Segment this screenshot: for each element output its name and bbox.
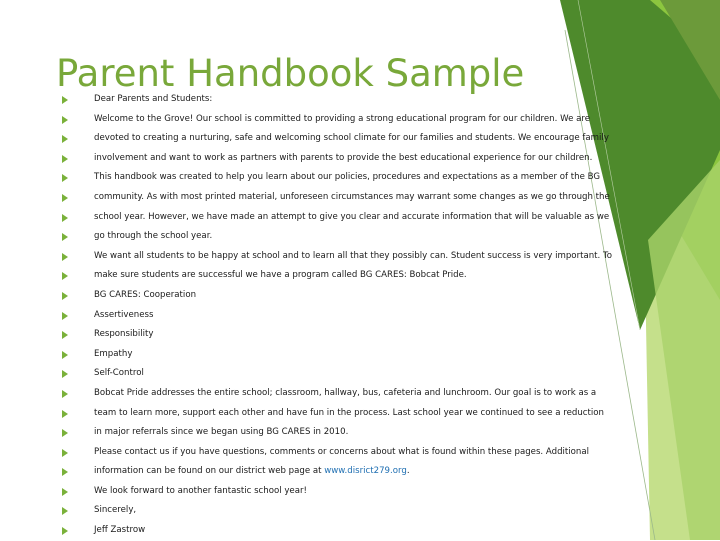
arrow-right-icon (62, 507, 68, 515)
bullet-text (94, 364, 144, 384)
arrow-right-icon (62, 116, 68, 124)
bullet-line (62, 404, 662, 424)
bullet-text (94, 384, 596, 404)
bullet-text (94, 404, 604, 424)
bullet-text (94, 247, 612, 267)
bullet-text-main: go through the school year. (94, 231, 213, 242)
bullet-text (94, 129, 609, 149)
bullet-line (62, 364, 662, 384)
bullet-text-main: team to learn more, support each other and have fun in the process. Last school year we continued to see a reduction (94, 407, 604, 418)
bullet-text (94, 149, 592, 169)
arrow-right-icon (62, 292, 68, 300)
bullet-line (62, 443, 662, 463)
bullet-text-main: BG CARES: Cooperation (94, 289, 197, 300)
bullet-text (94, 168, 600, 188)
bullet-line (62, 384, 662, 404)
slide-title: Parent Handbook Sample (56, 52, 525, 95)
bullet-line (62, 345, 662, 365)
bullet-line (62, 110, 662, 130)
bullet-line (62, 227, 662, 247)
bullet-text-main: This handbook was created to help you learn about our policies, procedures and expectations as a member of the BG (94, 172, 601, 183)
arrow-right-icon (62, 272, 68, 280)
arrow-right-icon (62, 429, 68, 437)
bullet-text (94, 501, 136, 521)
bullet-text-main: Self-Control (94, 368, 144, 379)
bullet-text (94, 423, 348, 443)
bullet-text-main: Responsibility (94, 329, 154, 340)
bullet-line (62, 208, 662, 228)
bullet-line (62, 482, 662, 502)
bullet-text (94, 345, 132, 365)
arrow-right-icon (62, 312, 68, 320)
bullet-text-main: Sincerely, (94, 505, 137, 516)
bullet-line (62, 188, 662, 208)
bullet-line (62, 501, 662, 521)
arrow-right-icon (62, 370, 68, 378)
bullet-text-main: Assertiveness (94, 309, 154, 320)
arrow-right-icon (62, 449, 68, 457)
bullet-line (62, 521, 662, 541)
bullet-text-main: make sure students are successful we have a program called BG CARES: Bobcat Pride. (94, 270, 467, 281)
bullet-text (94, 208, 609, 228)
bullet-text (94, 227, 212, 247)
bullet-text-main: devoted to creating a nurturing, safe and welcoming school climate for our families and students. We encourage family (94, 133, 609, 144)
bullet-text-main: involvement and want to work as partners with parents to provide the best educational experience for our children. (94, 152, 593, 163)
arrow-right-icon (62, 331, 68, 339)
bullet-text-main: Please contact us if you have questions, comments or concerns about what is found within these pages. Additional (94, 446, 590, 457)
arrow-right-icon (62, 96, 68, 104)
bullet-text (94, 306, 153, 326)
arrow-right-icon (62, 410, 68, 418)
arrow-right-icon (62, 351, 68, 359)
bullet-text-main: We look forward to another fantastic school year! (94, 485, 307, 496)
bullet-text (94, 482, 307, 502)
bullet-line (62, 247, 662, 267)
bullet-line (62, 462, 662, 482)
bullet-text-main: Empathy (94, 348, 133, 359)
bullet-text (94, 188, 610, 208)
bullet-text (94, 462, 410, 482)
bullet-text (94, 110, 590, 130)
bullet-text-main: Dear Parents and Students: (94, 94, 213, 104)
bullet-line (62, 286, 662, 306)
bullet-line (62, 168, 662, 188)
bullet-text-main: We want all students to be happy at school and to learn all that they possibly can. Student success is very important. To (94, 250, 613, 261)
bullet-line (62, 325, 662, 345)
bullet-text-main: community. As with most printed material, unforeseen circumstances may warrant some changes as we go through the (94, 191, 610, 202)
district-website-link[interactable]: www.disrict279.org (324, 466, 407, 477)
arrow-right-icon (62, 527, 68, 535)
arrow-right-icon (62, 194, 68, 202)
bullet-line (62, 423, 662, 443)
bullet-text (94, 521, 145, 541)
arrow-right-icon (62, 174, 68, 182)
bullet-line (62, 129, 662, 149)
content-bullet-list (62, 90, 662, 541)
bullet-text-main: in major referrals since we began using BG CARES in 2010. (94, 427, 349, 438)
arrow-right-icon (62, 233, 68, 241)
bullet-text-tail: . (406, 466, 410, 477)
bullet-line (62, 149, 662, 169)
bullet-text (94, 325, 153, 345)
arrow-right-icon (62, 214, 68, 222)
bullet-line (62, 306, 662, 326)
bullet-text-main: Jeff Zastrow (94, 525, 146, 536)
bullet-text (94, 443, 589, 463)
bullet-text-main: Welcome to the Grove! Our school is committed to providing a strong educational program for our children. We are (94, 113, 590, 124)
arrow-right-icon (62, 155, 68, 163)
arrow-right-icon (62, 468, 68, 476)
arrow-right-icon (62, 390, 68, 398)
bullet-text (94, 90, 212, 110)
arrow-right-icon (62, 253, 68, 261)
bullet-line (62, 266, 662, 286)
bullet-text-main: school year. However, we have made an attempt to give you clear and accurate information that will be valuable as we (94, 211, 610, 222)
bullet-text-main: information can be found on our district web page at (94, 466, 325, 477)
bullet-text (94, 266, 467, 286)
bullet-text (94, 286, 196, 306)
bullet-text-main: Bobcat Pride addresses the entire school; classroom, hallway, bus, cafeteria and lunchroom. Our goal is to work as a (94, 387, 597, 398)
arrow-right-icon (62, 488, 68, 496)
arrow-right-icon (62, 135, 68, 143)
bullet-line (62, 90, 662, 110)
